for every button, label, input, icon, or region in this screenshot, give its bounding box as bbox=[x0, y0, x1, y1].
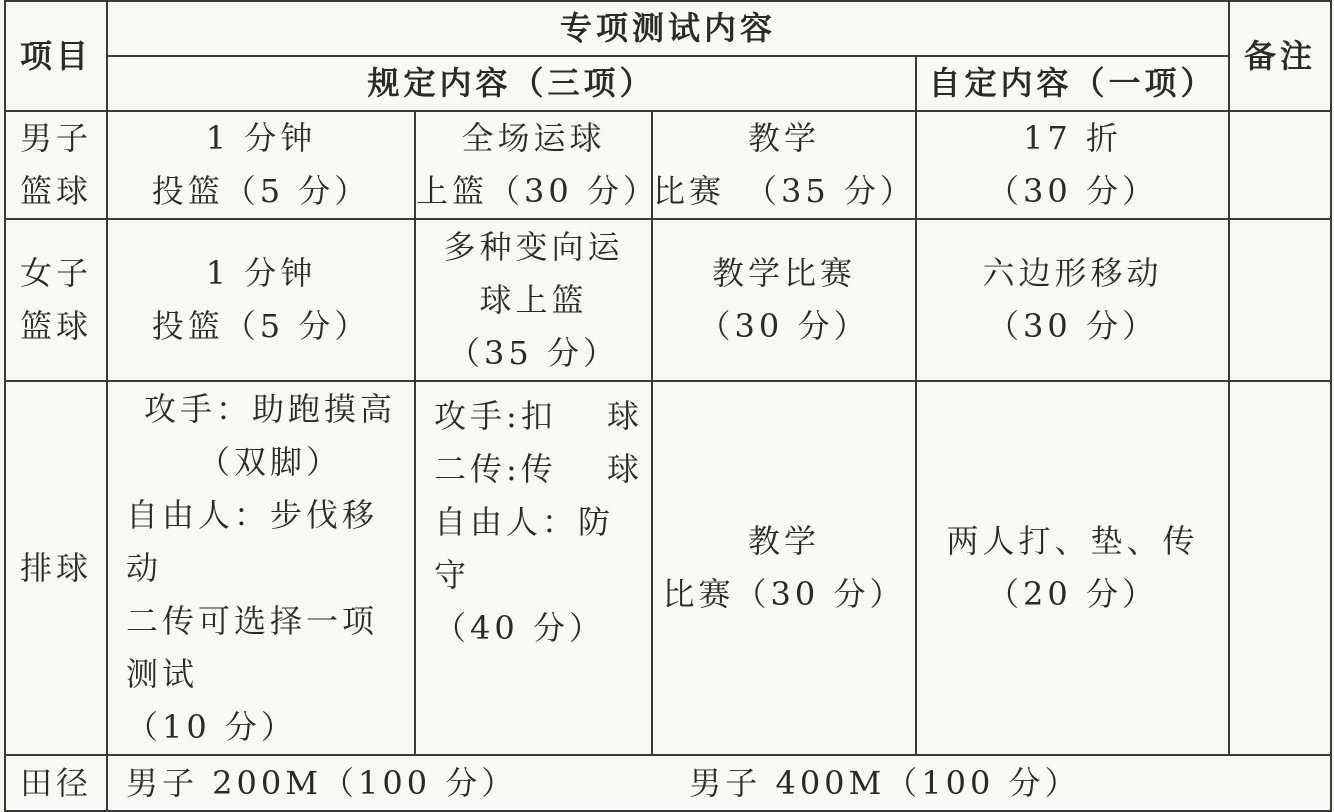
cell-text: 攻手:扣 球 bbox=[434, 397, 643, 435]
cell-text: 自由人：步伐移 bbox=[126, 495, 379, 534]
required-content-text: 规定内容（三项） bbox=[367, 64, 656, 102]
cell-text: （35 分） bbox=[448, 333, 619, 372]
row-label-volleyball bbox=[5, 381, 107, 755]
track-item-400m: 男子 400M（100 分） bbox=[689, 763, 1081, 802]
cell-text: 球上篮 bbox=[479, 280, 588, 319]
cell-womens-basketball-match bbox=[652, 219, 916, 381]
cell-mens-basketball-shooting bbox=[107, 111, 415, 219]
cell-volleyball-item-2 bbox=[415, 381, 652, 755]
table-row-mens-basketball bbox=[5, 111, 1331, 219]
cell-mens-basketball-remarks bbox=[1229, 111, 1331, 219]
cell-volleyball-optional bbox=[916, 381, 1229, 755]
header-row-2 bbox=[5, 56, 1331, 111]
cell-text: 1 分钟 bbox=[205, 119, 317, 157]
cell-womens-basketball-shooting bbox=[107, 219, 415, 381]
cell-mens-basketball-match bbox=[652, 111, 916, 219]
project-header bbox=[5, 1, 107, 111]
special-test-header bbox=[107, 1, 1229, 56]
cell-text: 教学 bbox=[747, 522, 820, 560]
row-label-line: 女子 bbox=[19, 254, 92, 292]
cell-text: 比赛（30 分） bbox=[662, 575, 906, 613]
cell-volleyball-remarks bbox=[1229, 381, 1331, 755]
cell-track-items bbox=[107, 755, 1331, 811]
cell-text: 六边形移动 bbox=[982, 254, 1163, 292]
cell-text: （30 分） bbox=[987, 172, 1158, 210]
cell-text: 测试 bbox=[126, 654, 199, 693]
table-row-volleyball bbox=[5, 381, 1331, 755]
cell-text: （40 分） bbox=[434, 609, 605, 647]
row-label-line: 田径 bbox=[19, 763, 92, 802]
remarks-header-text: 备注 bbox=[1244, 36, 1317, 75]
cell-text: 1 分钟 bbox=[205, 254, 317, 292]
header-row-1 bbox=[5, 1, 1331, 56]
cell-text: （10 分） bbox=[126, 707, 297, 746]
cell-mens-basketball-layup bbox=[415, 111, 659, 219]
cell-volleyball-match bbox=[652, 381, 916, 755]
cell-text: （20 分） bbox=[987, 575, 1158, 613]
cell-text: 投篮（5 分） bbox=[151, 307, 371, 345]
optional-content-text: 自定内容（一项） bbox=[928, 64, 1217, 102]
cell-text: 多种变向运 bbox=[443, 227, 624, 266]
row-label-line: 篮球 bbox=[19, 307, 92, 345]
required-content-header bbox=[107, 56, 916, 111]
optional-content-header bbox=[916, 56, 1229, 111]
row-label-track bbox=[5, 755, 107, 811]
project-header-text: 项目 bbox=[19, 36, 92, 75]
cell-text: 投篮（5 分） bbox=[151, 172, 371, 210]
cell-text: 自由人：防 bbox=[434, 503, 615, 541]
special-test-header-text: 专项测试内容 bbox=[560, 9, 777, 47]
cell-volleyball-item-1 bbox=[107, 381, 415, 755]
row-label-womens-basketball bbox=[5, 219, 107, 381]
cell-text: 守 bbox=[434, 556, 471, 594]
table-row-track bbox=[5, 755, 1331, 811]
cell-text: 攻手：助跑摸高 bbox=[143, 389, 396, 428]
cell-text: 动 bbox=[126, 548, 163, 587]
row-label-line: 男子 bbox=[19, 119, 92, 157]
row-label-line: 排球 bbox=[19, 548, 92, 587]
cell-womens-basketball-optional bbox=[916, 219, 1229, 381]
remarks-header bbox=[1229, 1, 1331, 111]
cell-womens-basketball-remarks bbox=[1229, 219, 1331, 381]
cell-text: 二传:传 球 bbox=[434, 450, 643, 488]
cell-text: （30 分） bbox=[698, 307, 870, 345]
cell-text: 全场运球 bbox=[461, 119, 606, 157]
cell-text: 17 折 bbox=[1023, 119, 1122, 157]
cell-womens-basketball-layup bbox=[415, 219, 652, 381]
cell-text: 教学 bbox=[747, 119, 820, 157]
cell-text: 二传可选择一项 bbox=[126, 601, 379, 640]
cell-mens-basketball-optional bbox=[916, 111, 1229, 219]
cell-text: 两人打、垫、传 bbox=[946, 522, 1199, 560]
cell-text: （双脚） bbox=[197, 442, 342, 481]
cell-text: 上篮（30 分） bbox=[416, 172, 659, 210]
track-item-200m: 男子 200M（100 分） bbox=[126, 763, 518, 802]
cell-text: 比赛 （35 分） bbox=[653, 172, 916, 210]
table-row-womens-basketball bbox=[5, 219, 1331, 381]
row-label-mens-basketball bbox=[5, 111, 107, 219]
cell-text: （30 分） bbox=[987, 307, 1158, 345]
cell-text: 教学比赛 bbox=[711, 254, 856, 292]
test-content-table bbox=[4, 0, 1332, 812]
row-label-line: 篮球 bbox=[19, 172, 92, 210]
